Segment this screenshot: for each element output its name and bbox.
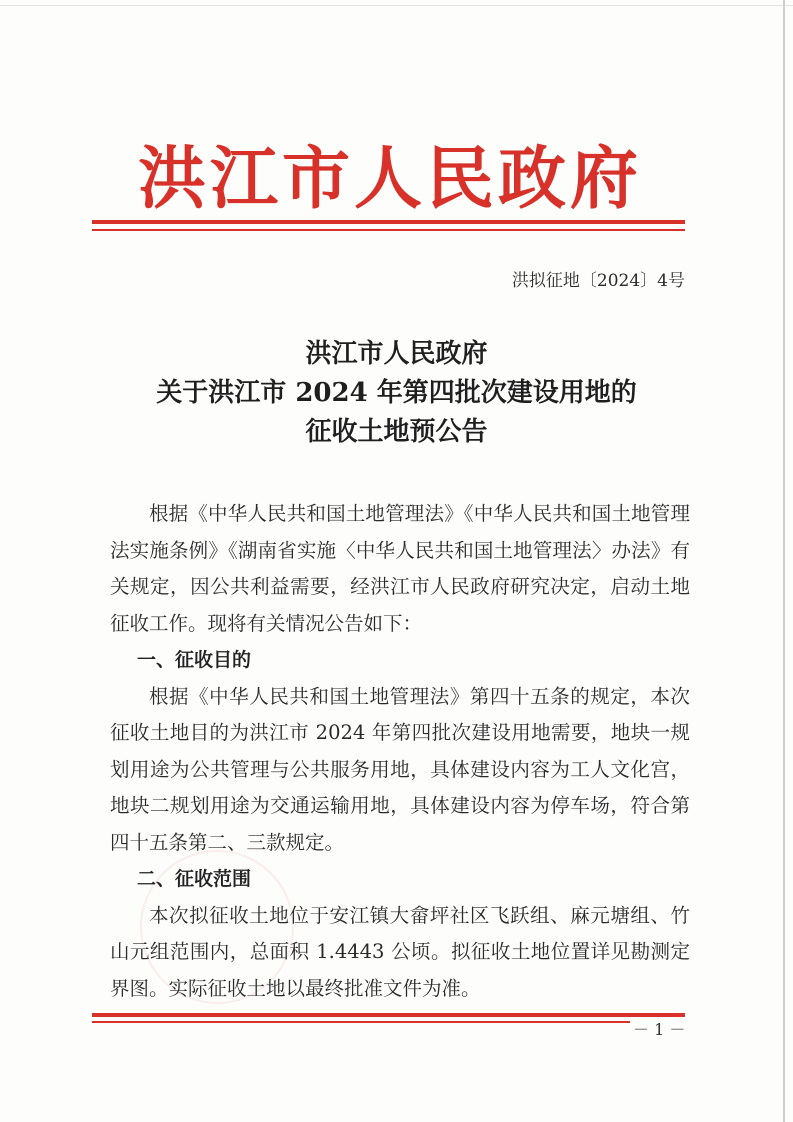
footer-red-rule-thin [92,1021,685,1023]
footer-red-rule-thick [92,1013,685,1017]
masthead-title: 洪江市人民政府 [137,138,642,219]
section-2-heading: 二、征收范围 [137,868,252,890]
intro-paragraph: 根据《中华人民共和国土地管理法》《中华人民共和国土地管理法实施条例》《湖南省实施〈中华人民共和国土地管理法〉办法》有关规定，因公共利益需要，经洪江市人民政府研究决定，启动土地征收工作。现将有关情况公告如下： [110,502,690,635]
scan-edge-right [783,0,785,1122]
title-line-3: 征收土地预公告 [305,417,488,447]
masthead-red-rule-thick [92,220,685,224]
title-line-2: 关于洪江市 2024 年第四批次建设用地的 [156,378,637,408]
scan-edge-top [0,5,793,6]
title-line-1: 洪江市人民政府 [305,339,488,369]
document-number: 洪拟征地〔2024〕4号 [511,271,685,291]
page-number: － 1 － [630,1017,688,1040]
section-1-heading: 一、征收目的 [137,649,252,671]
section-1-paragraph: 根据《中华人民共和国土地管理法》第四十五条的规定，本次征收土地目的为洪江市 2024 年第四批次建设用地需要，地块一规划用途为公共管理与公共服务用地，具体建设内容为工人文化宫，地块二规划用途为交通运输用地，具体建设内容为停车场，符合第四十五条第二、三款规定。 [110,684,690,854]
section-2-paragraph: 本次拟征收土地位于安江镇大畲坪社区飞跃组、麻元塘组、竹山元组范围内，总面积 1.4443 公顷。拟征收土地位置详见勘测定界图。实际征收土地以最终批准文件为准。 [110,903,690,1000]
document-title [100,335,693,452]
masthead-red-rule-thin [92,229,685,231]
document-body [110,496,690,1007]
